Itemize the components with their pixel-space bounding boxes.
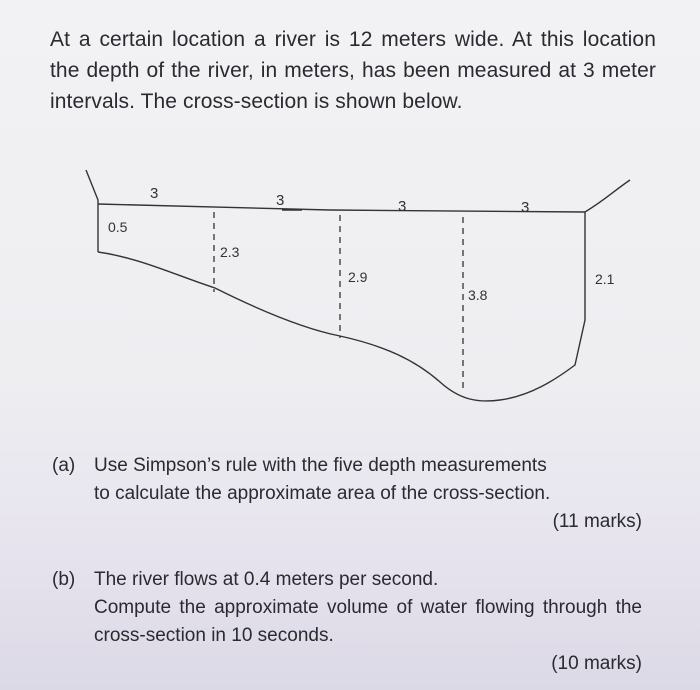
left-bank-line xyxy=(86,170,98,204)
river-bed-line xyxy=(98,212,585,401)
question-a-line1: Use Simpson’s rule with the five depth measurements xyxy=(94,455,547,476)
question-a-marks: (11 marks) xyxy=(552,511,642,532)
interval-label-1: 3 xyxy=(150,185,159,202)
depth-label-2: 2.3 xyxy=(220,244,240,260)
question-b-label: (b) xyxy=(52,569,76,590)
depth-label-4: 3.8 xyxy=(468,287,488,303)
interval-label-2: 3 xyxy=(276,192,285,209)
interval-label-4: 3 xyxy=(521,199,530,216)
question-b-line1: The river flows at 0.4 meters per second. xyxy=(94,569,439,590)
question-b-marks: (10 marks) xyxy=(551,653,642,674)
water-surface-line xyxy=(98,204,585,212)
interval-label-3: 3 xyxy=(398,198,407,215)
depth-label-3: 2.9 xyxy=(348,269,368,285)
question-a-label: (a) xyxy=(52,455,76,476)
problem-statement: At a certain location a river is 12 meters wide. At this location the depth of the river, in meters, has been measured at 3 meter intervals. The cross-section is shown below. xyxy=(50,28,656,113)
depth-label-1: 0.5 xyxy=(108,219,128,235)
question-b xyxy=(52,566,642,678)
depth-label-5: 2.1 xyxy=(595,271,615,287)
right-bank-line xyxy=(585,180,630,212)
river-cross-section-diagram xyxy=(0,160,700,420)
question-a xyxy=(52,452,642,536)
question-a-line2: to calculate the approximate area of the cross-section. xyxy=(94,483,551,504)
question-b-line2: Compute the approximate volume of water flowing through the cross-section in 10 seconds. xyxy=(94,597,642,646)
